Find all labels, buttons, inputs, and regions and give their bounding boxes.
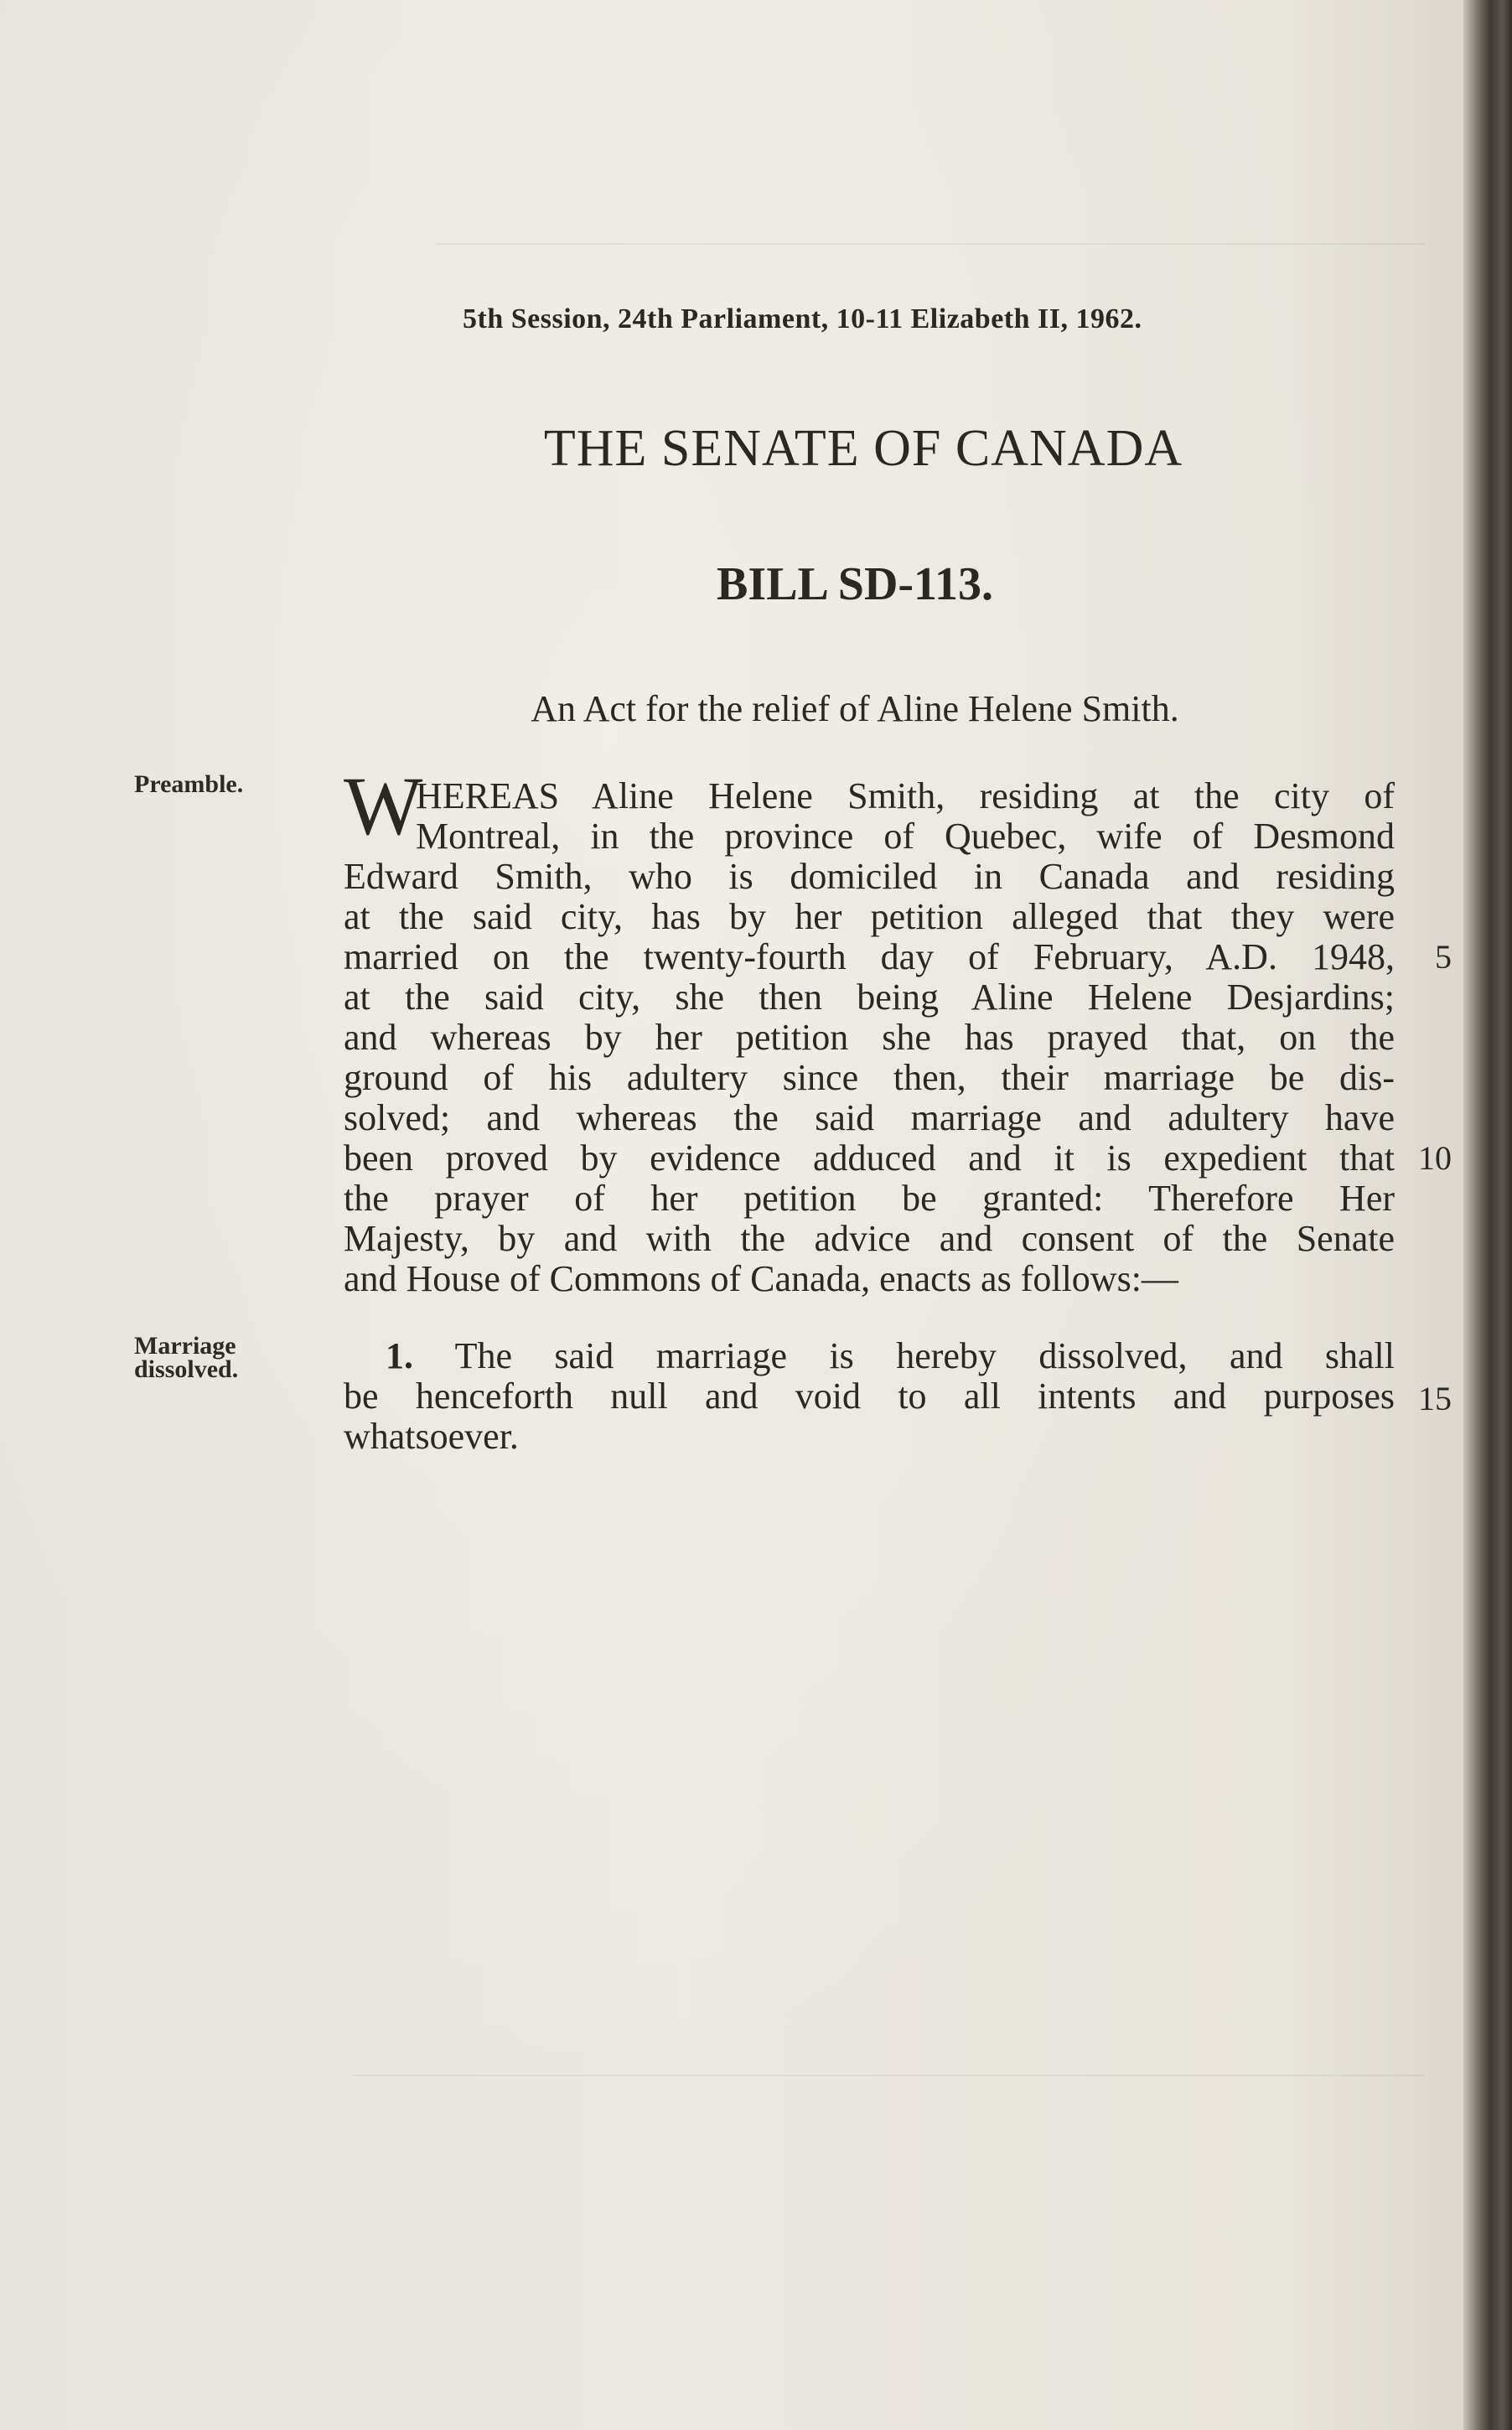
act-title: An Act for the relief of Aline Helene Smith. <box>531 688 1179 729</box>
preamble-line: ground of his adultery since then, their marriage be dis- <box>344 1058 1395 1098</box>
show-through-rule-top <box>436 243 1425 245</box>
preamble-line: and whereas by her petition she has prayed that, on the <box>344 1018 1395 1058</box>
binding-edge <box>1463 0 1512 2430</box>
house-title: THE SENATE OF CANADA <box>543 420 1183 477</box>
preamble-dropcap: W <box>344 759 423 852</box>
preamble-line: at the said city, has by her petition alleged that they were <box>344 897 1395 937</box>
clause-1-line <box>386 1336 1395 1376</box>
clause-1-line: be henceforth null and void to all intents and purposes <box>344 1376 1395 1417</box>
margin-note-line: dissolved. <box>134 1355 239 1383</box>
line-number-5: 5 <box>1435 938 1452 976</box>
preamble-line: Edward Smith, who is domiciled in Canada and residing <box>344 857 1395 897</box>
line-number-10: 10 <box>1418 1139 1452 1177</box>
preamble-line: married on the twenty-fourth day of February, A.D. 1948, <box>344 937 1395 977</box>
preamble-line: solved; and whereas the said marriage and adultery have <box>344 1098 1395 1138</box>
preamble-line: Montreal, in the province of Quebec, wife of Desmond <box>416 816 1395 857</box>
margin-note-preamble: Preamble. <box>134 770 244 798</box>
preamble-line: and House of Commons of Canada, enacts as follows:— <box>344 1259 1178 1299</box>
preamble-line: Majesty, by and with the advice and consent of the Senate <box>344 1219 1395 1259</box>
bill-number: BILL SD-113. <box>717 558 993 610</box>
margin-note-line: Marriage <box>134 1332 236 1360</box>
preamble-line: at the said city, she then being Aline Helene Desjardins; <box>344 977 1395 1018</box>
session-line: 5th Session, 24th Parliament, 10-11 Elizabeth II, 1962. <box>463 303 1142 334</box>
line-number-15: 15 <box>1418 1380 1452 1417</box>
clause-number: 1. <box>386 1336 413 1376</box>
show-through-rule-bottom <box>352 2075 1425 2076</box>
preamble-line: HEREAS Aline Helene Smith, residing at the city of <box>416 776 1395 816</box>
clause-1-line: whatsoever. <box>344 1417 519 1457</box>
clause-1-text: The said marriage is hereby dissolved, and shall <box>454 1336 1395 1376</box>
margin-note-marriage-dissolved <box>134 1334 302 1381</box>
preamble-line: the prayer of her petition be granted: Therefore Her <box>344 1179 1395 1219</box>
preamble-line: been proved by evidence adduced and it is expedient that <box>344 1138 1395 1179</box>
